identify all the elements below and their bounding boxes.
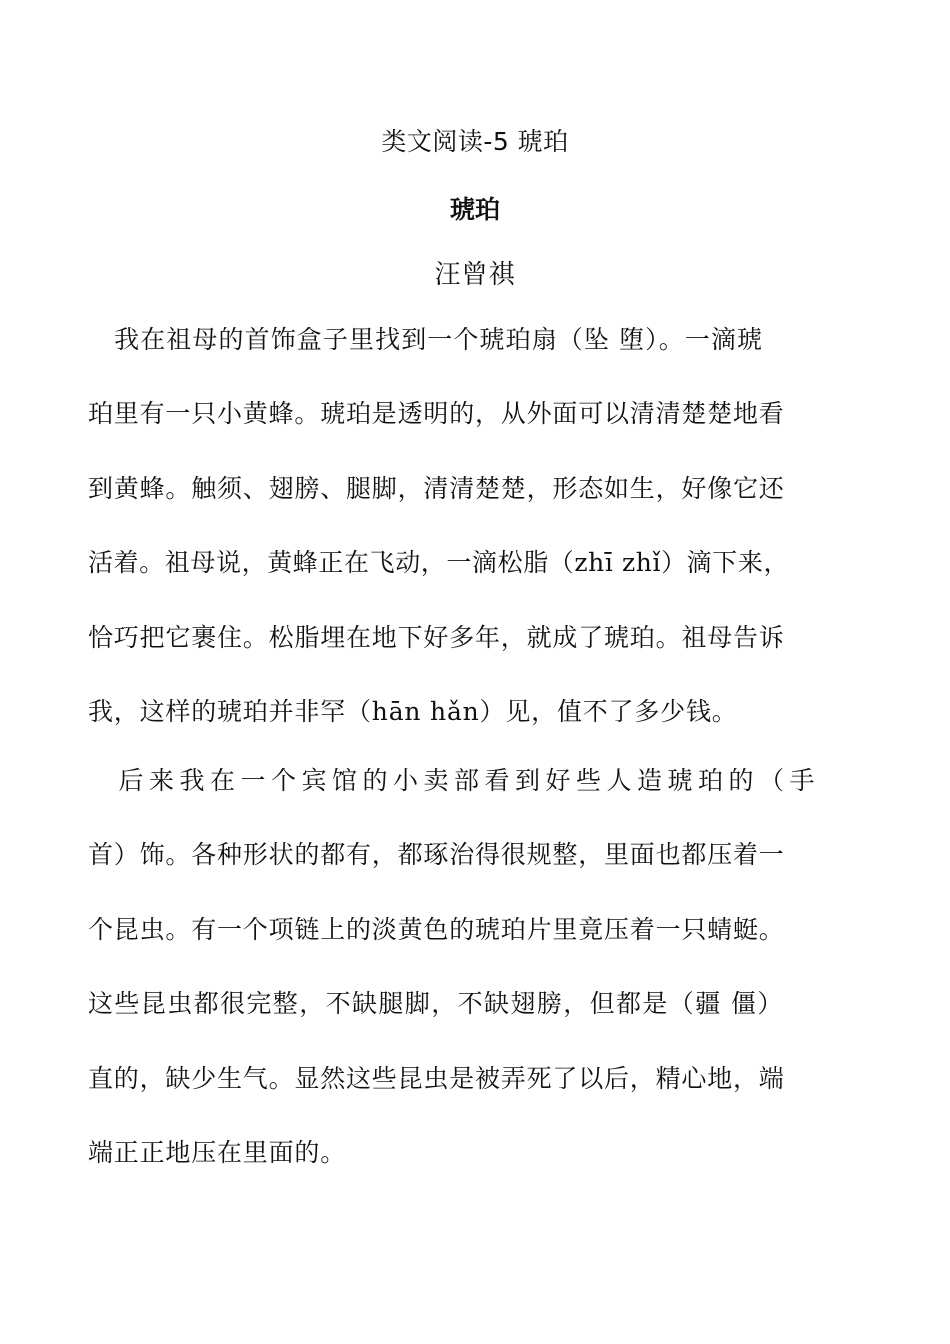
paragraph-line: 后来我在一个宾馆的小卖部看到好些人造琥珀的（手: [88, 766, 821, 795]
article-title: 琥珀: [449, 195, 500, 224]
paragraph-line: 我在祖母的首饰盒子里找到一个琥珀扇（坠 堕）。一滴琥: [88, 325, 764, 354]
exercise-title: 类文阅读-5 琥珀: [381, 127, 569, 156]
author-name: 汪曾祺: [434, 260, 516, 290]
paragraph-line: 我，这样的琥珀并非罕（hān hǎn）见，值不了多少钱。: [88, 697, 738, 726]
paragraph-line: 恰巧把它裹住。松脂埋在地下好多年，就成了琥珀。祖母告诉: [88, 623, 785, 652]
paragraph-line: 活着。祖母说，黄蜂正在飞动，一滴松脂（zhī zhǐ）滴下来，: [88, 548, 790, 577]
paragraph-line: 珀里有一只小黄蜂。琥珀是透明的，从外面可以清清楚楚地看: [88, 399, 785, 428]
paragraph-line: 端正正地压在里面的。: [88, 1138, 347, 1167]
paragraph-line: 个昆虫。有一个项链上的淡黄色的琥珀片里竟压着一只蜻蜓。: [88, 915, 785, 944]
paragraph-line: 到黄蜂。触须、翅膀、腿脚，清清楚楚，形态如生，好像它还: [88, 474, 785, 503]
paragraph-line: 这些昆虫都很完整，不缺腿脚，不缺翅膀，但都是（疆 僵）: [88, 989, 784, 1018]
paragraph-line: 首）饰。各种形状的都有，都琢治得很规整，里面也都压着一: [88, 840, 785, 869]
paragraph-line: 直的，缺少生气。显然这些昆虫是被弄死了以后，精心地，端: [88, 1064, 785, 1093]
